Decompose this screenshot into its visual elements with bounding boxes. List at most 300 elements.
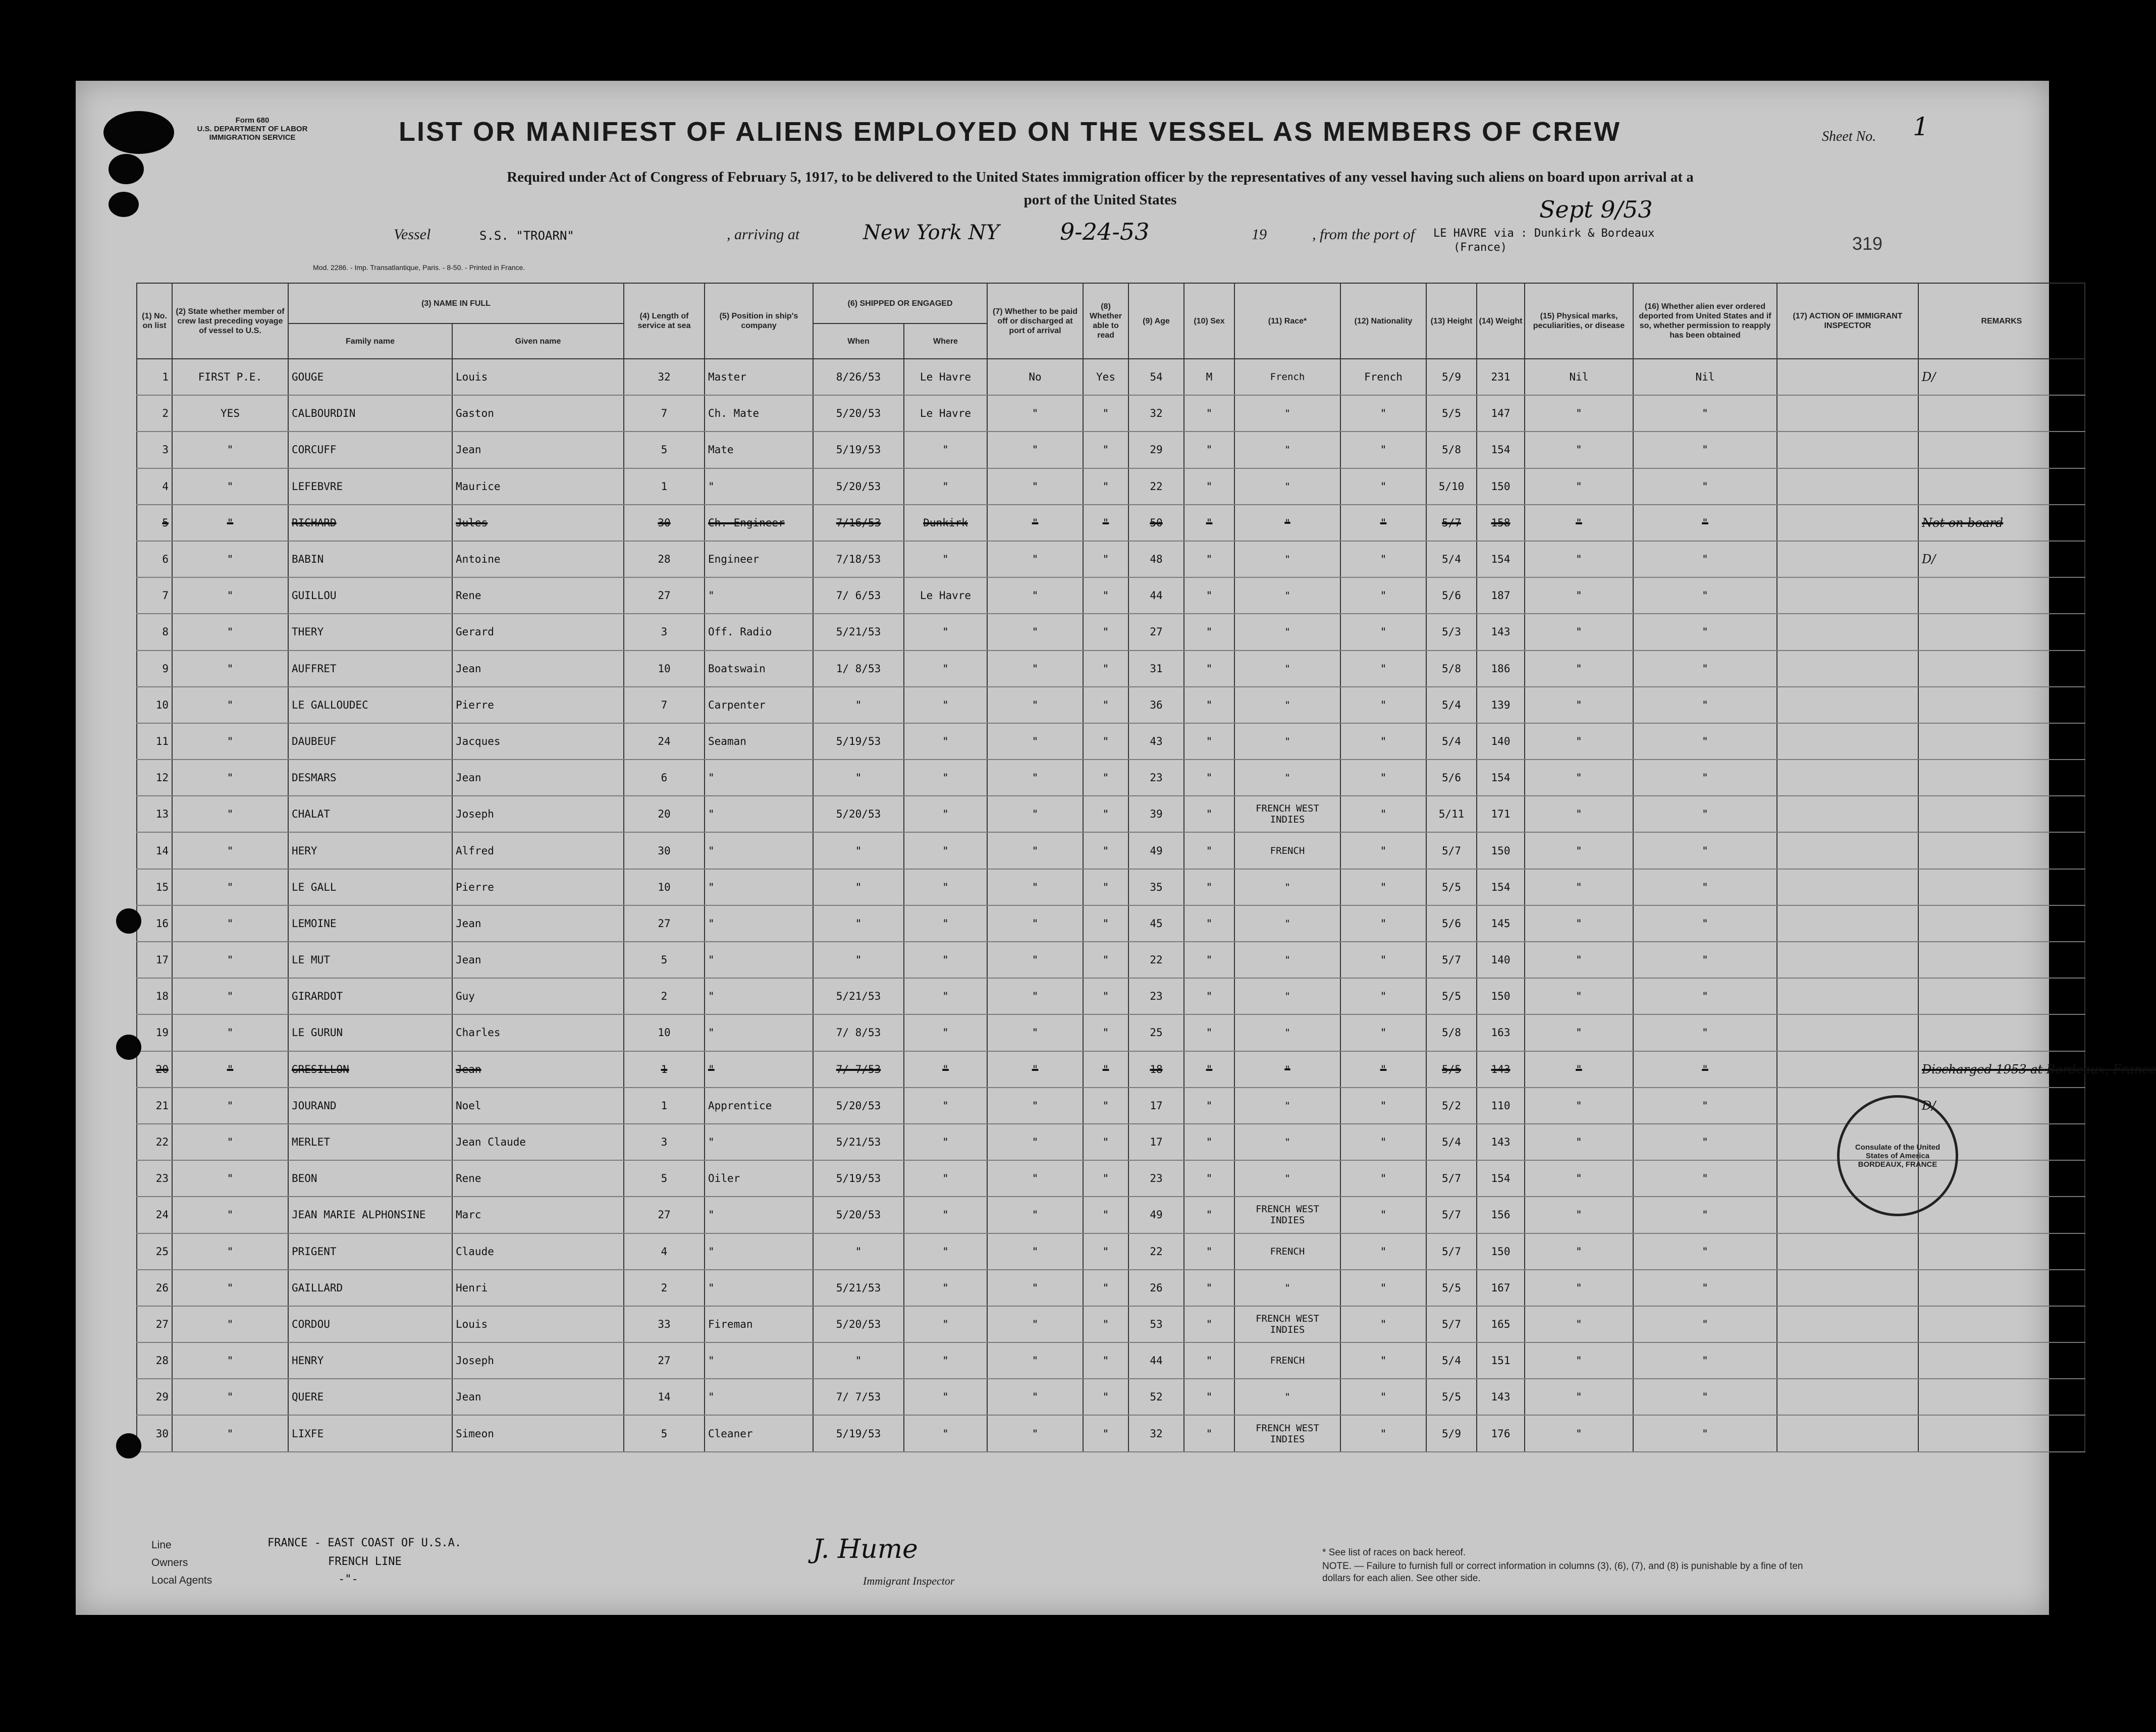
cell-family-name: RICHARD: [288, 505, 452, 541]
cell-inspector-action: [1777, 651, 1918, 687]
cell-height: 5/8: [1426, 1014, 1477, 1051]
cell-age: 22: [1128, 468, 1184, 505]
cell-position: ": [705, 832, 813, 869]
cell-given-name: Jean: [452, 760, 624, 796]
cell-shipped-where: ": [904, 796, 987, 832]
cell-sex: ": [1184, 1270, 1234, 1306]
cell-last-voyage: ": [172, 1415, 288, 1451]
cell-race: ": [1234, 905, 1340, 942]
cell-sex: ": [1184, 1306, 1234, 1342]
cell-length-of-service: 10: [624, 651, 705, 687]
cell-able-to-read: ": [1083, 978, 1128, 1014]
cell-deported: ": [1633, 723, 1777, 760]
cell-given-name: Jean: [452, 431, 624, 468]
cell-remarks: [1918, 1270, 2085, 1306]
cell-row-number: 8: [137, 614, 172, 650]
cell-paid-off: ": [987, 905, 1083, 942]
cell-race: ": [1234, 1270, 1340, 1306]
cell-shipped-when: 7/ 6/53: [813, 577, 904, 614]
cell-shipped-when: ": [813, 942, 904, 978]
cell-length-of-service: 24: [624, 723, 705, 760]
cell-shipped-when: 5/19/53: [813, 723, 904, 760]
cell-able-to-read: ": [1083, 1197, 1128, 1233]
cell-length-of-service: 5: [624, 431, 705, 468]
cell-inspector-action: [1777, 577, 1918, 614]
cell-shipped-where: ": [904, 1088, 987, 1124]
cell-sex: ": [1184, 1014, 1234, 1051]
cell-paid-off: ": [987, 1342, 1083, 1379]
cell-last-voyage: ": [172, 869, 288, 905]
cell-able-to-read: ": [1083, 1088, 1128, 1124]
cell-physical-marks: ": [1525, 905, 1633, 942]
cell-physical-marks: ": [1525, 614, 1633, 650]
cell-family-name: GRESILLON: [288, 1051, 452, 1088]
cell-race: ": [1234, 431, 1340, 468]
cell-paid-off: ": [987, 1415, 1083, 1451]
cell-family-name: GOUGE: [288, 359, 452, 395]
cell-weight: 158: [1477, 505, 1525, 541]
cell-family-name: LIXFE: [288, 1415, 452, 1451]
crew-row: [137, 1270, 2085, 1306]
cell-row-number: 13: [137, 796, 172, 832]
cell-age: 48: [1128, 541, 1184, 577]
cell-nationality: ": [1340, 541, 1426, 577]
service-name: IMMIGRATION SERVICE: [209, 133, 296, 142]
cell-position: ": [705, 1124, 813, 1160]
cell-nationality: ": [1340, 1233, 1426, 1270]
cell-deported: ": [1633, 651, 1777, 687]
cell-height: 5/7: [1426, 505, 1477, 541]
cell-shipped-when: 5/21/53: [813, 1124, 904, 1160]
cell-weight: 147: [1477, 395, 1525, 431]
cell-shipped-where: ": [904, 1306, 987, 1342]
cell-nationality: ": [1340, 760, 1426, 796]
cell-remarks: [1918, 1306, 2085, 1342]
cell-given-name: Antoine: [452, 541, 624, 577]
cell-physical-marks: ": [1525, 942, 1633, 978]
binder-hole: [116, 1035, 141, 1060]
cell-nationality: ": [1340, 1014, 1426, 1051]
cell-race: French: [1234, 359, 1340, 395]
cell-remarks: [1918, 614, 2085, 650]
cell-weight: 143: [1477, 1051, 1525, 1088]
cell-inspector-action: [1777, 723, 1918, 760]
cell-age: 43: [1128, 723, 1184, 760]
cell-able-to-read: ": [1083, 760, 1128, 796]
cell-position: ": [705, 1051, 813, 1088]
via-label: via :: [1494, 227, 1528, 240]
cell-height: 5/8: [1426, 431, 1477, 468]
cell-last-voyage: ": [172, 978, 288, 1014]
crew-row: [137, 978, 2085, 1014]
crew-row: [137, 505, 2085, 541]
cell-sex: ": [1184, 541, 1234, 577]
cell-height: 5/4: [1426, 1342, 1477, 1379]
cell-sex: ": [1184, 1160, 1234, 1197]
cell-shipped-where: ": [904, 1160, 987, 1197]
cell-paid-off: ": [987, 760, 1083, 796]
cell-age: 26: [1128, 1270, 1184, 1306]
cell-given-name: Jean: [452, 942, 624, 978]
crew-row: [137, 395, 2085, 431]
cell-row-number: 26: [137, 1270, 172, 1306]
crew-row: [137, 614, 2085, 650]
cell-age: 25: [1128, 1014, 1184, 1051]
cell-deported: ": [1633, 1014, 1777, 1051]
crew-row: [137, 832, 2085, 869]
cell-paid-off: ": [987, 1233, 1083, 1270]
cell-weight: 165: [1477, 1306, 1525, 1342]
cell-length-of-service: 3: [624, 614, 705, 650]
cell-length-of-service: 1: [624, 1088, 705, 1124]
cell-length-of-service: 5: [624, 1160, 705, 1197]
cell-physical-marks: ": [1525, 869, 1633, 905]
cell-last-voyage: ": [172, 1306, 288, 1342]
cell-able-to-read: ": [1083, 942, 1128, 978]
cell-last-voyage: YES: [172, 395, 288, 431]
cell-nationality: ": [1340, 1306, 1426, 1342]
cell-position: Off. Radio: [705, 614, 813, 650]
cell-paid-off: No: [987, 359, 1083, 395]
cell-given-name: Henri: [452, 1270, 624, 1306]
line-value: FRANCE - EAST COAST OF U.S.A.: [267, 1537, 462, 1549]
cell-family-name: LEMOINE: [288, 905, 452, 942]
cell-remarks: [1918, 1233, 2085, 1270]
col-age-header: (9) Age: [1128, 283, 1184, 359]
cell-shipped-where: ": [904, 541, 987, 577]
cell-given-name: Jean: [452, 1051, 624, 1088]
col-shipped-header: (6) SHIPPED OR ENGAGED: [813, 283, 987, 323]
cell-paid-off: ": [987, 468, 1083, 505]
cell-last-voyage: ": [172, 1233, 288, 1270]
owners-value: FRENCH LINE: [328, 1555, 402, 1568]
cell-deported: ": [1633, 1088, 1777, 1124]
cell-age: 17: [1128, 1124, 1184, 1160]
cell-sex: ": [1184, 832, 1234, 869]
binder-hole: [109, 154, 144, 184]
cell-able-to-read: ": [1083, 614, 1128, 650]
cell-shipped-when: 8/26/53: [813, 359, 904, 395]
cell-paid-off: ": [987, 541, 1083, 577]
cell-position: Ch. Engineer: [705, 505, 813, 541]
col-where-header: Where: [904, 323, 987, 359]
cell-paid-off: ": [987, 1014, 1083, 1051]
cell-age: 29: [1128, 431, 1184, 468]
cell-physical-marks: ": [1525, 1051, 1633, 1088]
manifest-title: LIST OR MANIFEST OF ALIENS EMPLOYED ON THE VESSEL AS MEMBERS OF CREW: [399, 117, 1622, 147]
cell-age: 22: [1128, 1233, 1184, 1270]
cell-inspector-action: [1777, 1233, 1918, 1270]
cell-family-name: CORDOU: [288, 1306, 452, 1342]
cell-position: ": [705, 796, 813, 832]
cell-physical-marks: ": [1525, 1197, 1633, 1233]
page-number: 319: [1852, 233, 1883, 254]
cell-paid-off: ": [987, 723, 1083, 760]
cell-age: 23: [1128, 978, 1184, 1014]
cell-physical-marks: ": [1525, 1306, 1633, 1342]
cell-deported: ": [1633, 1306, 1777, 1342]
col-name-header: (3) NAME IN FULL: [288, 283, 624, 323]
cell-position: ": [705, 1197, 813, 1233]
crew-row: [137, 905, 2085, 942]
cell-shipped-where: Dunkirk: [904, 505, 987, 541]
cell-race: ": [1234, 1014, 1340, 1051]
cell-paid-off: ": [987, 431, 1083, 468]
cell-shipped-when: 5/20/53: [813, 468, 904, 505]
cell-last-voyage: ": [172, 905, 288, 942]
cell-able-to-read: ": [1083, 723, 1128, 760]
cell-able-to-read: Yes: [1083, 359, 1128, 395]
cell-race: FRENCH WEST INDIES: [1234, 1306, 1340, 1342]
cell-shipped-where: ": [904, 942, 987, 978]
cell-nationality: ": [1340, 1160, 1426, 1197]
cell-shipped-when: 5/21/53: [813, 1270, 904, 1306]
col-read-header: (8) Whether able to read: [1083, 283, 1128, 359]
cell-remarks: [1918, 1379, 2085, 1415]
cell-given-name: Jules: [452, 505, 624, 541]
cell-deported: ": [1633, 942, 1777, 978]
cell-sex: ": [1184, 1415, 1234, 1451]
cell-given-name: Jean Claude: [452, 1124, 624, 1160]
col-no-header: (1) No. on list: [137, 283, 172, 359]
cell-row-number: 7: [137, 577, 172, 614]
cell-sex: ": [1184, 651, 1234, 687]
cell-given-name: Louis: [452, 1306, 624, 1342]
cell-deported: ": [1633, 978, 1777, 1014]
cell-nationality: ": [1340, 832, 1426, 869]
cell-shipped-when: 5/20/53: [813, 1306, 904, 1342]
cell-inspector-action: [1777, 541, 1918, 577]
cell-race: FRENCH WEST INDIES: [1234, 1197, 1340, 1233]
cell-sex: ": [1184, 1124, 1234, 1160]
cell-physical-marks: ": [1525, 1342, 1633, 1379]
cell-deported: ": [1633, 1197, 1777, 1233]
col-deported-header: (16) Whether alien ever ordered deported from United States and if so, whether permission to reapply has been obtained: [1633, 283, 1777, 359]
cell-length-of-service: 1: [624, 1051, 705, 1088]
cell-row-number: 30: [137, 1415, 172, 1451]
cell-length-of-service: 7: [624, 687, 705, 723]
cell-race: ": [1234, 978, 1340, 1014]
cell-family-name: THERY: [288, 614, 452, 650]
cell-paid-off: ": [987, 395, 1083, 431]
cell-height: 5/10: [1426, 468, 1477, 505]
cell-height: 5/11: [1426, 796, 1477, 832]
cell-able-to-read: ": [1083, 687, 1128, 723]
cell-remarks: [1918, 395, 2085, 431]
cell-nationality: ": [1340, 1270, 1426, 1306]
cell-nationality: ": [1340, 1197, 1426, 1233]
cell-position: ": [705, 1270, 813, 1306]
cell-family-name: BEON: [288, 1160, 452, 1197]
cell-paid-off: ": [987, 1088, 1083, 1124]
cell-race: ": [1234, 468, 1340, 505]
cell-deported: ": [1633, 1270, 1777, 1306]
cell-paid-off: ": [987, 869, 1083, 905]
cell-weight: 150: [1477, 832, 1525, 869]
cell-physical-marks: ": [1525, 1014, 1633, 1051]
department-name: U.S. DEPARTMENT OF LABOR: [197, 125, 308, 133]
cell-shipped-where: ": [904, 723, 987, 760]
cell-given-name: Gerard: [452, 614, 624, 650]
cell-deported: ": [1633, 1124, 1777, 1160]
cell-height: 5/5: [1426, 1379, 1477, 1415]
cell-paid-off: ": [987, 832, 1083, 869]
cell-shipped-when: 5/21/53: [813, 614, 904, 650]
cell-sex: ": [1184, 1197, 1234, 1233]
cell-shipped-where: ": [904, 1379, 987, 1415]
cell-family-name: GUILLOU: [288, 577, 452, 614]
cell-race: FRENCH: [1234, 1233, 1340, 1270]
form-number: Form 680: [235, 116, 270, 125]
from-port-label: , from the port of: [1312, 226, 1415, 243]
cell-length-of-service: 5: [624, 1415, 705, 1451]
cell-remarks: [1918, 869, 2085, 905]
cell-position: Boatswain: [705, 651, 813, 687]
cell-last-voyage: ": [172, 1051, 288, 1088]
sheet-label: Sheet No.: [1822, 129, 1876, 144]
cell-weight: 156: [1477, 1197, 1525, 1233]
cell-physical-marks: ": [1525, 1379, 1633, 1415]
cell-row-number: 22: [137, 1124, 172, 1160]
cell-paid-off: ": [987, 505, 1083, 541]
cell-shipped-where: Le Havre: [904, 577, 987, 614]
cell-position: ": [705, 869, 813, 905]
cell-weight: 150: [1477, 978, 1525, 1014]
cell-nationality: ": [1340, 869, 1426, 905]
cell-length-of-service: 6: [624, 760, 705, 796]
cell-age: 17: [1128, 1088, 1184, 1124]
cell-row-number: 23: [137, 1160, 172, 1197]
cell-height: 5/4: [1426, 1124, 1477, 1160]
cell-last-voyage: ": [172, 760, 288, 796]
cell-position: ": [705, 1342, 813, 1379]
cell-row-number: 29: [137, 1379, 172, 1415]
cell-race: ": [1234, 577, 1340, 614]
cell-sex: ": [1184, 942, 1234, 978]
cell-race: ": [1234, 1160, 1340, 1197]
cell-last-voyage: ": [172, 1124, 288, 1160]
cell-nationality: ": [1340, 687, 1426, 723]
cell-age: 27: [1128, 614, 1184, 650]
cell-shipped-where: ": [904, 832, 987, 869]
cell-paid-off: ": [987, 1306, 1083, 1342]
cell-length-of-service: 10: [624, 869, 705, 905]
cell-physical-marks: ": [1525, 760, 1633, 796]
cell-paid-off: ": [987, 614, 1083, 650]
cell-last-voyage: ": [172, 687, 288, 723]
cell-remarks: [1918, 577, 2085, 614]
cell-remarks: [1918, 468, 2085, 505]
cell-deported: ": [1633, 1415, 1777, 1451]
crew-row: [137, 1379, 2085, 1415]
cell-able-to-read: ": [1083, 431, 1128, 468]
cell-remarks: [1918, 942, 2085, 978]
cell-shipped-when: ": [813, 869, 904, 905]
cell-physical-marks: ": [1525, 541, 1633, 577]
cell-given-name: Jacques: [452, 723, 624, 760]
cell-remarks: D/: [1918, 359, 2085, 395]
owners-label: Owners: [151, 1557, 188, 1568]
cell-family-name: LE GURUN: [288, 1014, 452, 1051]
cell-paid-off: ": [987, 978, 1083, 1014]
cell-remarks: [1918, 1415, 2085, 1451]
cell-shipped-when: 5/19/53: [813, 1415, 904, 1451]
binder-hole: [103, 111, 174, 154]
cell-last-voyage: ": [172, 796, 288, 832]
cell-height: 5/9: [1426, 1415, 1477, 1451]
cell-height: 5/6: [1426, 905, 1477, 942]
binder-hole: [109, 192, 139, 217]
cell-nationality: ": [1340, 942, 1426, 978]
cell-inspector-action: [1777, 942, 1918, 978]
cell-nationality: ": [1340, 431, 1426, 468]
cell-nationality: ": [1340, 614, 1426, 650]
cell-inspector-action: [1777, 359, 1918, 395]
cell-shipped-where: ": [904, 1233, 987, 1270]
crew-row: [137, 1088, 2085, 1124]
cell-position: Master: [705, 359, 813, 395]
cell-sex: ": [1184, 1088, 1234, 1124]
cell-nationality: ": [1340, 1342, 1426, 1379]
cell-inspector-action: [1777, 687, 1918, 723]
col-position-header: (5) Position in ship's company: [705, 283, 813, 359]
cell-shipped-where: ": [904, 905, 987, 942]
cell-shipped-when: 7/16/53: [813, 505, 904, 541]
cell-inspector-action: [1777, 1379, 1918, 1415]
cell-paid-off: ": [987, 1270, 1083, 1306]
cell-remarks: [1918, 723, 2085, 760]
col-service-header: (4) Length of service at sea: [624, 283, 705, 359]
cell-height: 5/5: [1426, 869, 1477, 905]
binder-hole: [116, 908, 141, 934]
cell-length-of-service: 27: [624, 1342, 705, 1379]
cell-weight: 145: [1477, 905, 1525, 942]
cell-age: 50: [1128, 505, 1184, 541]
cell-given-name: Charles: [452, 1014, 624, 1051]
cell-weight: 187: [1477, 577, 1525, 614]
cell-height: 5/2: [1426, 1088, 1477, 1124]
cell-height: 5/7: [1426, 1306, 1477, 1342]
cell-deported: ": [1633, 468, 1777, 505]
cell-weight: 154: [1477, 760, 1525, 796]
cell-shipped-where: ": [904, 1270, 987, 1306]
cell-sex: ": [1184, 395, 1234, 431]
cell-physical-marks: ": [1525, 505, 1633, 541]
cell-family-name: CALBOURDIN: [288, 395, 452, 431]
cell-shipped-when: ": [813, 687, 904, 723]
cell-weight: 154: [1477, 1160, 1525, 1197]
cell-position: ": [705, 760, 813, 796]
cell-weight: 143: [1477, 1379, 1525, 1415]
cell-able-to-read: ": [1083, 1270, 1128, 1306]
cell-row-number: 10: [137, 687, 172, 723]
cell-age: 49: [1128, 832, 1184, 869]
cell-shipped-when: 5/19/53: [813, 431, 904, 468]
cell-sex: ": [1184, 577, 1234, 614]
cell-nationality: ": [1340, 651, 1426, 687]
cell-race: ": [1234, 723, 1340, 760]
cell-last-voyage: ": [172, 1270, 288, 1306]
cell-sex: ": [1184, 687, 1234, 723]
cell-weight: 186: [1477, 651, 1525, 687]
cell-family-name: DESMARS: [288, 760, 452, 796]
required-notice-line1: Required under Act of Congress of February 5, 1917, to be delivered to the United States immigration officer by the representatives of any vessel having such aliens on board upon arrival at a: [507, 169, 1694, 185]
cell-sex: ": [1184, 614, 1234, 650]
cell-height: 5/6: [1426, 760, 1477, 796]
cell-height: 5/7: [1426, 1233, 1477, 1270]
cell-row-number: 2: [137, 395, 172, 431]
cell-height: 5/5: [1426, 1270, 1477, 1306]
